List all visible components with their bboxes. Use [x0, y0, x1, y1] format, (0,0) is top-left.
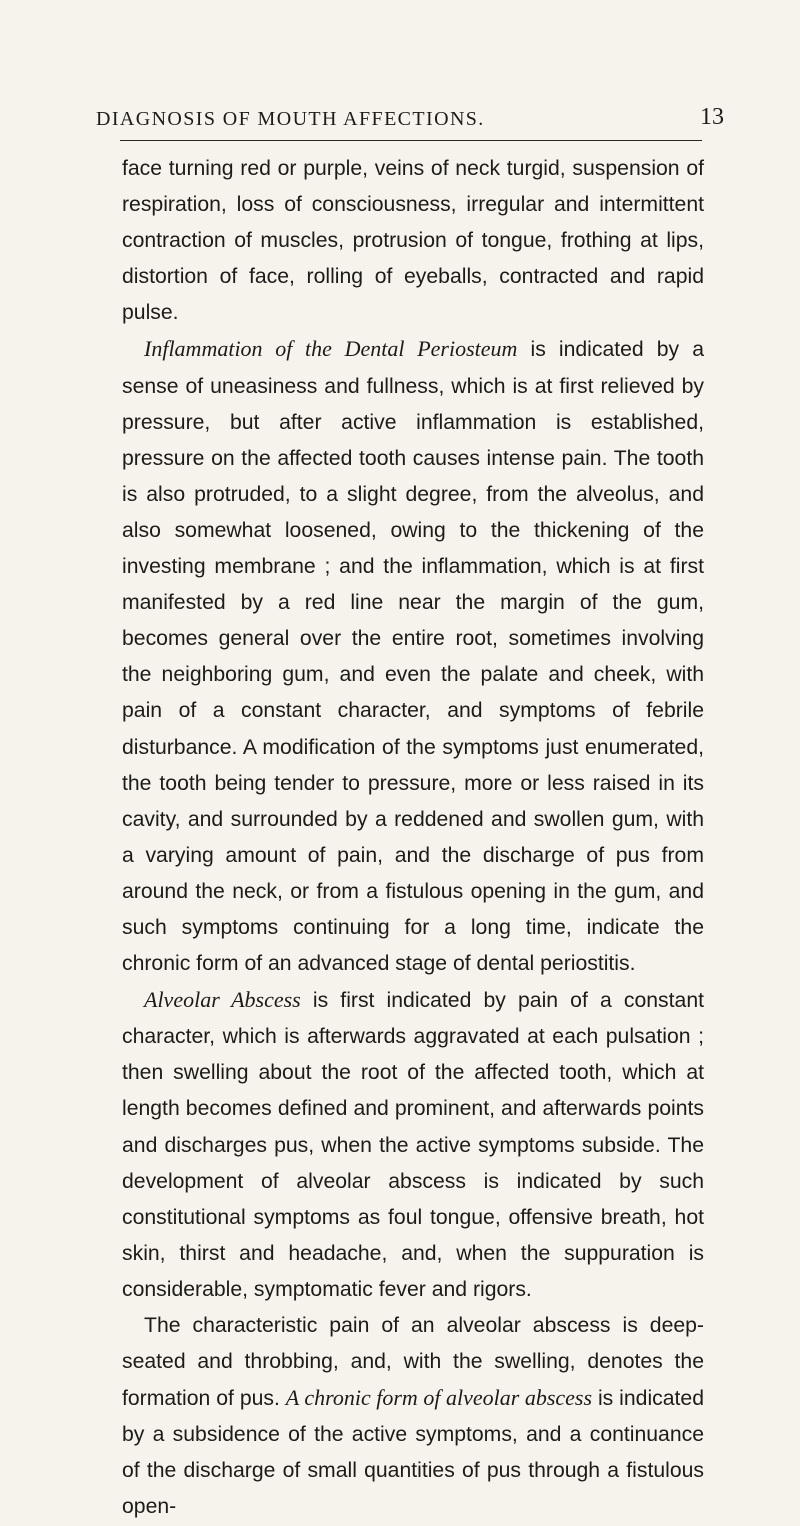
paragraph-2-text: is indicated by a sense of uneasiness and fullness, which is at first relieved by pressure, but after active inflammation is established, pressure on the affected tooth causes intense pain. The tooth is also protruded, to a slight degree, from the alveolus, and also somewhat loosened, owing to the thickening of the investing membrane ; and the inflammation, which is at first manifested by a red line near the margin of the gum, becomes general over the entire root, sometimes involving the neighboring gum, and even the palate and cheek, with pain of a constant character, and symptoms of febrile disturbance. A modification of the symptoms just enumerated, the tooth being tender to pressure, more or less raised in its cavity, and surrounded by a reddened and swollen gum, with a varying amount of pain, and the discharge of pus from around the neck, or from a fistulous opening in the gum, and such symptoms continuing for a long time, indicate the chronic form of an advanced stage of dental periostitis.	[122, 338, 704, 976]
paragraph-4-text-after: is indicated by a subsidence of the active symptoms, and a continuance of the discharge of small quantities of pus through a fistulous open-	[122, 1387, 704, 1519]
paragraph-3-lead: Alveolar Abscess	[144, 987, 301, 1013]
paragraph-1	[122, 151, 704, 331]
paragraph-4-text-before: The characteristic pain of an alveolar abscess is deep-seated and throbbing, and, with the swelling, denotes the formation of pus.	[122, 1314, 704, 1411]
paragraph-4-emphasis: A chronic form of alveolar abscess	[285, 1385, 593, 1411]
paragraph-3	[122, 982, 704, 1308]
paragraph-4	[122, 1308, 704, 1526]
page-number: 13	[700, 104, 724, 130]
paragraph-3-text: is first indicated by pain of a constant character, which is afterwards aggravated at each pulsation ; then swelling about the root of the affected tooth, which at length becomes defined and prominent, and afterwards points and discharges pus, when the active symptoms subside. The development of alveolar abscess is indicated by such constitutional symptoms as foul tongue, offensive breath, hot skin, thirst and headache, and, when the suppuration is considerable, symptomatic fever and rigors.	[122, 989, 704, 1301]
paragraph-2-lead: Inflammation of the Dental Periosteum	[144, 336, 518, 362]
paragraph-2	[122, 331, 704, 982]
paragraph-1-text: face turning red or purple, veins of neck turgid, suspension of respiration, loss of consciousness, irregular and intermittent contraction of muscles, protrusion of tongue, frothing at lips, distortion of face, rolling of eyeballs, contracted and rapid pulse.	[122, 157, 704, 325]
header-rule	[120, 140, 702, 141]
body-text	[122, 151, 704, 1526]
running-head-title: DIAGNOSIS OF MOUTH AFFECTIONS.	[96, 108, 485, 130]
running-head	[0, 104, 800, 136]
